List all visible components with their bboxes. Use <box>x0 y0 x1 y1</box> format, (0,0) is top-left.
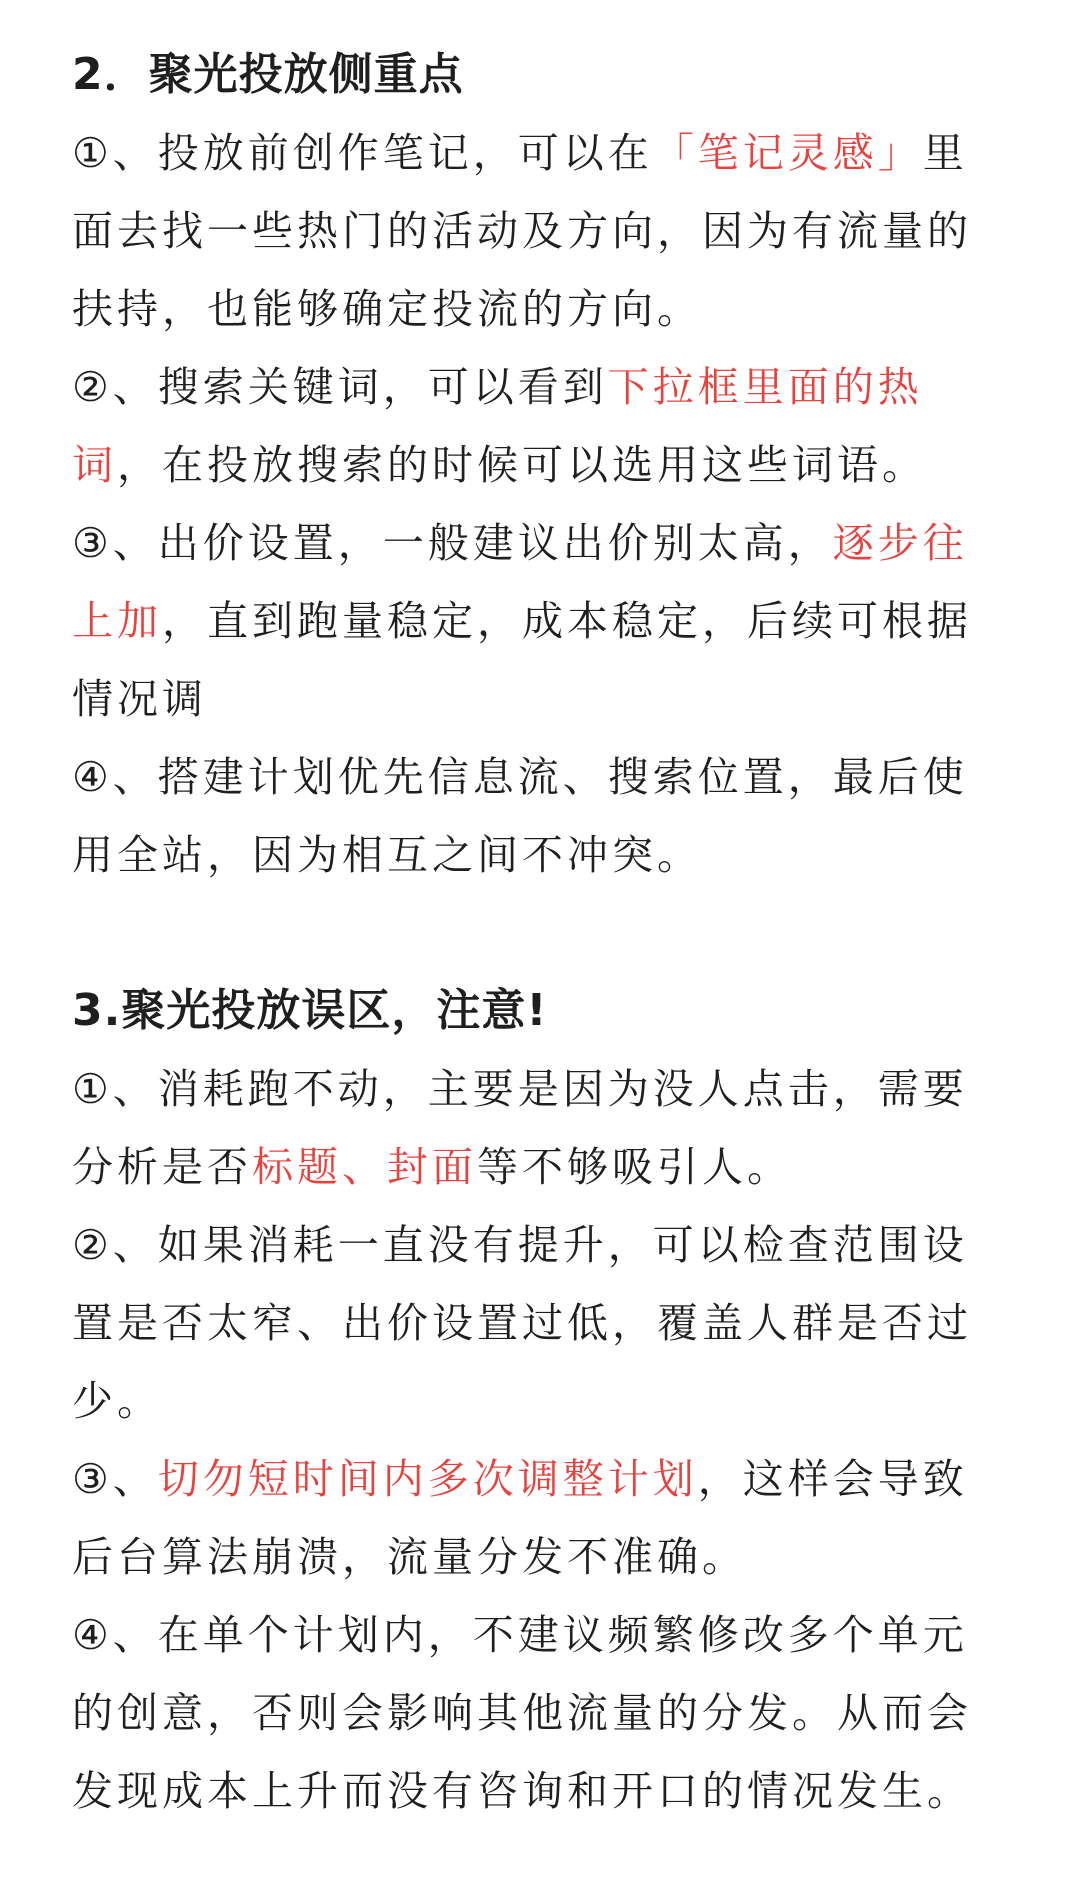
item-text: 里面去找一些热门的活动及方向，因为有流量的扶持，也能够确定投流的方向。 <box>72 129 972 333</box>
item-text: ①、消耗跑不动，主要是因为没人点击，需要分析是否 <box>72 1065 968 1191</box>
section-spacer <box>72 894 1012 972</box>
list-item <box>72 738 1012 894</box>
section-heading-pitfalls: 3.聚光投放误区，注意! <box>72 985 548 1036</box>
section-heading-focus-points: 2．聚光投放侧重点 <box>72 49 464 100</box>
list-item <box>72 1440 1012 1596</box>
item-text: ②、如果消耗一直没有提升，可以检查范围设置是否太窄、出价设置过低，覆盖人群是否过少。 <box>72 1221 972 1425</box>
highlight-text: 逐步往上加 <box>72 519 968 645</box>
list-item <box>72 1596 1012 1830</box>
list-item <box>72 1206 1012 1440</box>
list-item <box>72 504 1012 738</box>
highlight-text: 下拉框里面的热词 <box>72 363 923 489</box>
item-text: ①、投放前创作笔记，可以在 <box>72 129 653 177</box>
item-text: ，直到跑量稳定，成本稳定，后续可根据情况调 <box>72 597 972 723</box>
item-text: ③、 <box>72 1455 158 1503</box>
item-text: ④、搭建计划优先信息流、搜索位置，最后使用全站，因为相互之间不冲突。 <box>72 753 968 879</box>
list-item <box>72 114 1012 348</box>
highlight-text: 切勿短时间内多次调整计划 <box>157 1455 698 1503</box>
article-body <box>72 36 1012 1830</box>
item-text: ③、出价设置，一般建议出价别太高， <box>72 519 833 567</box>
item-text: 等不够吸引人。 <box>477 1143 792 1191</box>
item-text: ，这样会导致后台算法崩溃，流量分发不准确。 <box>72 1455 968 1581</box>
list-item <box>72 1050 1012 1206</box>
item-text: ，在投放搜索的时候可以选用这些词语。 <box>117 441 927 489</box>
item-text: ④、在单个计划内，不建议频繁修改多个单元的创意，否则会影响其他流量的分发。从而会发现成本上升而没有咨询和开口的情况发生。 <box>72 1611 972 1815</box>
list-item <box>72 348 1012 504</box>
highlight-text: 标题、封面 <box>252 1143 477 1191</box>
highlight-text: 「笔记灵感」 <box>652 129 923 177</box>
item-text: ②、搜索关键词，可以看到 <box>72 363 608 411</box>
